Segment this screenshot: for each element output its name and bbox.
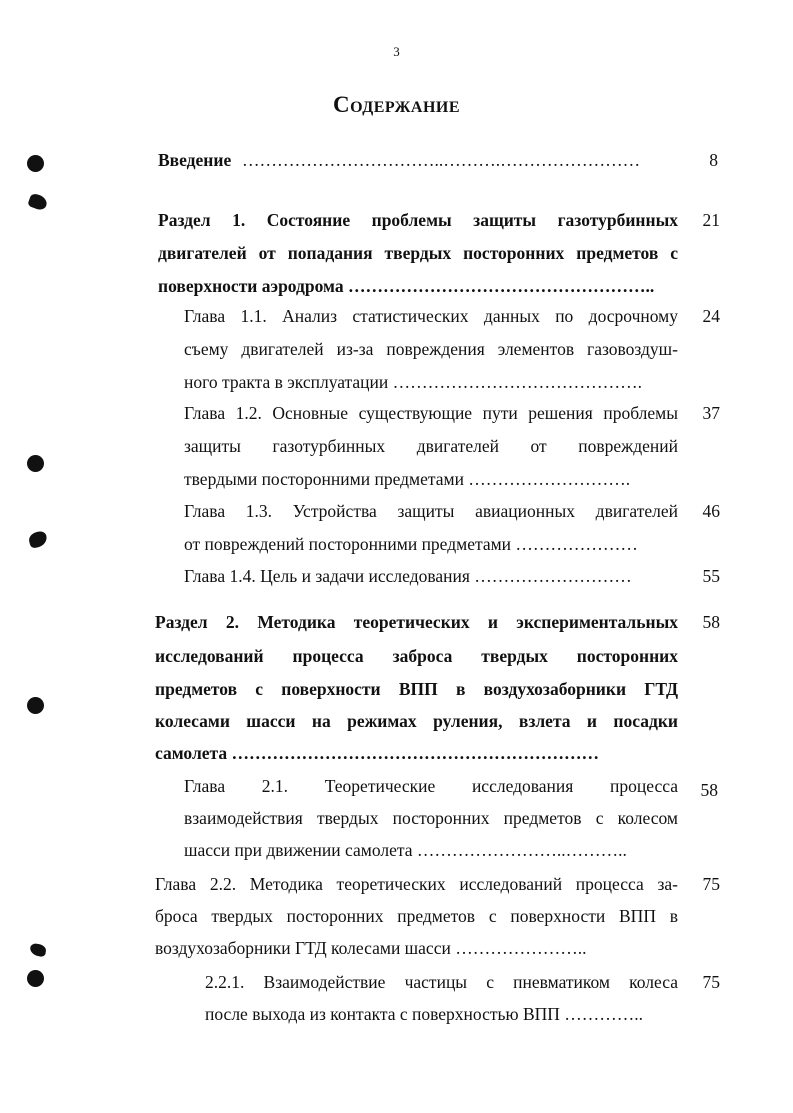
page-title: Содержание (332, 92, 461, 117)
toc-ch1-4-page: 55 (702, 566, 720, 586)
toc-ch1-1-page: 24 (702, 306, 720, 326)
toc-ch1-2-page: 37 (702, 403, 720, 423)
binder-hole (27, 970, 44, 987)
scan-blot (27, 530, 48, 549)
toc-ch2-1-line1: Глава 2.1. Теоретические исследования процесса (184, 776, 678, 796)
toc-ch2-2-line3: воздухозаборники ГТД колесами шасси ………………….. (155, 938, 587, 958)
toc-ch1-1-line1: Глава 1.1. Анализ статистических данных по досрочному (184, 306, 678, 326)
toc-intro-page: 8 (709, 150, 718, 170)
toc-section1-line1: Раздел 1. Состояние проблемы защиты газотурбинных (158, 210, 678, 230)
toc-ch2-1-line3: шасси при движении самолета ……………………..……….. (184, 840, 627, 860)
toc-ch1-4-line1: Глава 1.4. Цель и задачи исследования ……………………… (184, 566, 632, 586)
toc-ch2-1-line2: взаимодействия твердых посторонних предметов с колесом (184, 808, 678, 828)
toc-ch2-1-page: 58 (700, 780, 718, 800)
toc-section2-line3: предметов с поверхности ВПП в воздухозаборники ГТД (155, 679, 678, 699)
toc-sub2-2-1-line2: после выхода из контакта с поверхностью ВПП ………….. (205, 1004, 644, 1024)
toc-ch1-2-line1: Глава 1.2. Основные существующие пути решения проблемы (184, 403, 678, 423)
toc-ch1-3-line1: Глава 1.3. Устройства защиты авиационных двигателей (184, 501, 678, 521)
binder-hole (27, 697, 44, 714)
toc-sub2-2-1-line1: 2.2.1. Взаимодействие частицы с пневматиком колеса (205, 972, 678, 992)
toc-ch2-2-line1: Глава 2.2. Методика теоретических исследований процесса за- (155, 874, 678, 894)
binder-hole (27, 455, 44, 472)
scan-blot (29, 943, 47, 958)
toc-section2-line2: исследований процесса заброса твердых посторонних (155, 646, 678, 666)
toc-section2-page: 58 (702, 612, 720, 632)
toc-section2-line1: Раздел 2. Методика теоретических и экспериментальных (155, 612, 678, 632)
toc-section1-page: 21 (702, 210, 720, 230)
toc-ch1-3-page: 46 (702, 501, 720, 521)
toc-ch2-2-page: 75 (702, 874, 720, 894)
toc-section2-line5: самолета ……………………………………………………… (155, 743, 599, 763)
toc-intro-label: Введение (158, 150, 232, 170)
toc-section1-line2: двигателей от попадания твердых посторонних предметов с (158, 243, 678, 263)
toc-ch1-2-line3: твердыми посторонними предметами ………………………. (184, 469, 631, 489)
scan-blot (27, 192, 49, 211)
toc-section2-line4: колесами шасси на режимах руления, взлета и посадки (155, 711, 678, 731)
toc-intro-leader: ……………………………..……….…………………… (242, 150, 641, 170)
toc-ch1-3-line2: от повреждений посторонними предметами ………………… (184, 534, 638, 554)
toc-section1-line3: поверхности аэродрома …………………………………………….. (158, 276, 655, 296)
binder-hole (27, 155, 44, 172)
toc-sub2-2-1-page: 75 (702, 972, 720, 992)
toc-ch1-2-line2: защиты газотурбинных двигателей от повреждений (184, 436, 678, 456)
toc-ch1-1-line2: съему двигателей из-за повреждения элементов газовоздуш- (184, 339, 678, 359)
toc-ch2-2-line2: броса твердых посторонних предметов с поверхности ВПП в (155, 906, 678, 926)
toc-ch1-1-line3: ного тракта в эксплуатации ……………………………………. (184, 372, 643, 392)
page-number: 3 (393, 44, 400, 59)
